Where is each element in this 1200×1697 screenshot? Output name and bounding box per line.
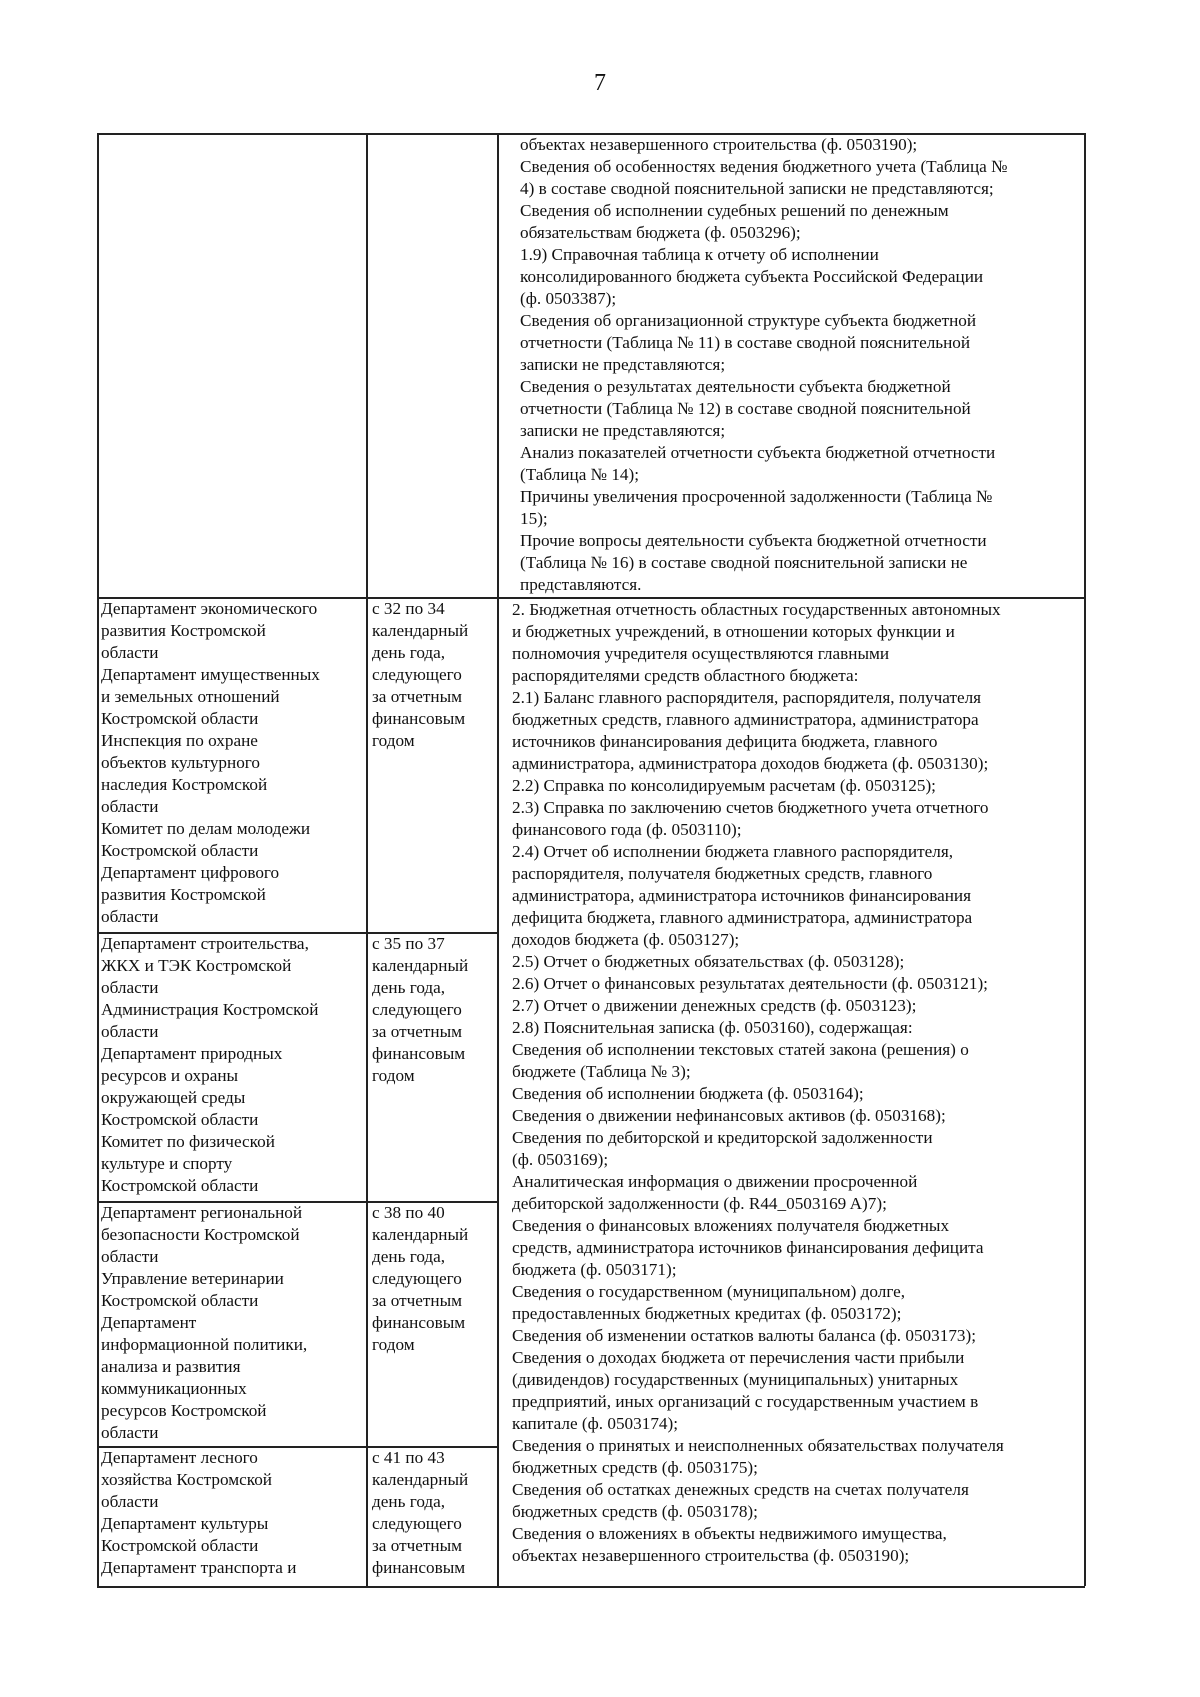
department-line: Департамент транспорта и xyxy=(101,1558,297,1577)
deadline-line: следующего xyxy=(372,1514,462,1533)
deadline-line: годом xyxy=(372,1335,415,1354)
text-line: администратора, администратора источников финансирования xyxy=(512,886,972,905)
text-line: предприятий, иных организаций с государственным участием в xyxy=(512,1392,979,1411)
department-line: Инспекция по охране xyxy=(101,731,258,750)
deadline-line: день года, xyxy=(372,1247,446,1266)
text-line: записки не представляются; xyxy=(520,355,726,374)
department-line: Департамент строительства, xyxy=(101,934,309,953)
department-cell xyxy=(101,933,351,1197)
deadline-line: с 38 по 40 xyxy=(372,1203,445,1222)
text-line: средств, администратора источников финансирования дефицита xyxy=(512,1238,984,1257)
text-line: Сведения об организационной структуре субъекта бюджетной xyxy=(520,311,977,330)
department-line: области xyxy=(101,643,159,662)
department-line: анализа и развития xyxy=(101,1357,241,1376)
department-line: Департамент природных xyxy=(101,1044,283,1063)
text-line: 2.2) Справка по консолидируемым расчетам (ф. 0503125); xyxy=(512,776,936,795)
department-line: коммуникационных xyxy=(101,1379,247,1398)
department-line: развития Костромской xyxy=(101,621,266,640)
text-line: (дивидендов) государственных (муниципальных) унитарных xyxy=(512,1370,959,1389)
text-line: администратора, администратора доходов бюджета (ф. 0503130); xyxy=(512,754,989,773)
text-line: объектах незавершенного строительства (ф. 0503190); xyxy=(512,1546,910,1565)
department-line: наследия Костромской xyxy=(101,775,268,794)
text-line: Сведения о принятых и неисполненных обязательствах получателя xyxy=(512,1436,1004,1455)
department-line: объектов культурного xyxy=(101,753,261,772)
table-left-border xyxy=(97,133,99,1586)
text-line: (Таблица № 14); xyxy=(520,465,640,484)
deadline-line: за отчетным xyxy=(372,1536,462,1555)
text-line: Прочие вопросы деятельности субъекта бюджетной отчетности xyxy=(520,531,987,550)
deadline-line: следующего xyxy=(372,665,462,684)
deadline-line: следующего xyxy=(372,1269,462,1288)
text-line: 2.8) Пояснительная записка (ф. 0503160), содержащая: xyxy=(512,1018,913,1037)
department-line: ресурсов Костромской xyxy=(101,1401,267,1420)
department-line: ЖКХ и ТЭК Костромской xyxy=(101,956,292,975)
report-contents-cell xyxy=(512,599,1112,1567)
text-line: финансового года (ф. 0503110); xyxy=(512,820,742,839)
column-divider-2 xyxy=(497,133,499,1586)
deadline-line: календарный xyxy=(372,1470,469,1489)
department-line: области xyxy=(101,797,159,816)
text-line: Аналитическая информация о движении просроченной xyxy=(512,1172,918,1191)
deadline-cell xyxy=(372,598,502,752)
department-line: безопасности Костромской xyxy=(101,1225,300,1244)
text-line: Сведения об исполнении текстовых статей закона (решения) о xyxy=(512,1040,969,1059)
text-line: Сведения о движении нефинансовых активов (ф. 0503168); xyxy=(512,1106,946,1125)
text-line: капитале (ф. 0503174); xyxy=(512,1414,679,1433)
text-line: Сведения об остатках денежных средств на счетах получателя xyxy=(512,1480,969,1499)
department-line: Костромской области xyxy=(101,709,259,728)
text-line: распорядителя, получателя бюджетных средств, главного xyxy=(512,864,933,883)
department-line: Департамент цифрового xyxy=(101,863,280,882)
text-line: объектах незавершенного строительства (ф. 0503190); xyxy=(520,135,918,154)
text-line: 2.4) Отчет об исполнении бюджета главного распорядителя, xyxy=(512,842,954,861)
deadline-line: финансовым xyxy=(372,1044,466,1063)
deadline-line: за отчетным xyxy=(372,1022,462,1041)
text-line: консолидированного бюджета субъекта Российской Федерации xyxy=(520,267,984,286)
text-line: 4) в составе сводной пояснительной записки не представляются; xyxy=(520,179,994,198)
department-line: области xyxy=(101,1247,159,1266)
text-line: 2.1) Баланс главного распорядителя, распорядителя, получателя xyxy=(512,688,982,707)
text-line: 2.6) Отчет о финансовых результатах деятельности (ф. 0503121); xyxy=(512,974,988,993)
department-line: Костромской области xyxy=(101,1176,259,1195)
text-line: доходов бюджета (ф. 0503127); xyxy=(512,930,740,949)
text-line: (ф. 0503169); xyxy=(512,1150,609,1169)
text-line: 2. Бюджетная отчетность областных государственных автономных xyxy=(512,600,1001,619)
department-line: Департамент региональной xyxy=(101,1203,303,1222)
text-line: Сведения об исполнении бюджета (ф. 0503164); xyxy=(512,1084,864,1103)
text-line: Сведения по дебиторской и кредиторской задолженности xyxy=(512,1128,933,1147)
department-line: культуре и спорту xyxy=(101,1154,233,1173)
text-line: и бюджетных учреждений, в отношении которых функции и xyxy=(512,622,955,641)
deadline-line: с 32 по 34 xyxy=(372,599,445,618)
text-line: Сведения о доходах бюджета от перечисления части прибыли xyxy=(512,1348,965,1367)
text-line: Сведения о финансовых вложениях получателя бюджетных xyxy=(512,1216,950,1235)
department-line: Комитет по делам молодежи xyxy=(101,819,311,838)
text-line: предоставленных бюджетных кредитах (ф. 0503172); xyxy=(512,1304,902,1323)
department-line: Департамент экономического xyxy=(101,599,318,618)
text-line: 2.3) Справка по заключению счетов бюджетного учета отчетного xyxy=(512,798,989,817)
department-line: Департамент имущественных xyxy=(101,665,320,684)
department-line: Управление ветеринарии xyxy=(101,1269,284,1288)
top-right-cell xyxy=(520,134,1120,596)
department-line: развития Костромской xyxy=(101,885,266,904)
text-line: 1.9) Справочная таблица к отчету об исполнении xyxy=(520,245,879,264)
deadline-cell xyxy=(372,933,502,1087)
text-line: Сведения об исполнении судебных решений по денежным xyxy=(520,201,949,220)
text-line: бюджетных средств (ф. 0503175); xyxy=(512,1458,758,1477)
text-line: Сведения о государственном (муниципальном) долге, xyxy=(512,1282,906,1301)
text-line: Причины увеличения просроченной задолженности (Таблица № xyxy=(520,487,993,506)
text-line: отчетности (Таблица № 11) в составе сводной пояснительной xyxy=(520,333,971,352)
department-line: ресурсов и охраны xyxy=(101,1066,239,1085)
department-line: Костромской области xyxy=(101,1291,259,1310)
department-line: информационной политики, xyxy=(101,1335,308,1354)
deadline-line: финансовым xyxy=(372,1558,466,1577)
text-line: (Таблица № 16) в составе сводной пояснительной записки не xyxy=(520,553,968,572)
department-cell xyxy=(101,1447,351,1579)
deadline-line: следующего xyxy=(372,1000,462,1019)
text-line: бюджета (ф. 0503171); xyxy=(512,1260,677,1279)
text-line: обязательствам бюджета (ф. 0503296); xyxy=(520,223,801,242)
department-cell xyxy=(101,1202,351,1444)
text-line: Сведения об изменении остатков валюты баланса (ф. 0503173); xyxy=(512,1326,977,1345)
text-line: бюджетных средств, главного администратора, администратора xyxy=(512,710,979,729)
department-line: Администрация Костромской xyxy=(101,1000,319,1019)
text-line: дебиторской задолженности (ф. R44_0503169 A)7); xyxy=(512,1194,887,1213)
column-divider-1 xyxy=(366,133,368,1586)
deadline-line: годом xyxy=(372,1066,415,1085)
department-line: области xyxy=(101,907,159,926)
department-cell xyxy=(101,598,351,928)
department-line: Комитет по физической xyxy=(101,1132,275,1151)
department-line: и земельных отношений xyxy=(101,687,280,706)
department-line: Департамент xyxy=(101,1313,197,1332)
department-line: Департамент лесного xyxy=(101,1448,258,1467)
page-number: 7 xyxy=(594,70,606,96)
department-line: области xyxy=(101,1492,159,1511)
text-line: источников финансирования дефицита бюджета, главного xyxy=(512,732,938,751)
text-line: представляются. xyxy=(520,575,642,594)
deadline-line: календарный xyxy=(372,621,469,640)
deadline-line: финансовым xyxy=(372,1313,466,1332)
department-line: Костромской области xyxy=(101,1536,259,1555)
department-line: Костромской области xyxy=(101,1110,259,1129)
text-line: 15); xyxy=(520,509,548,528)
text-line: записки не представляются; xyxy=(520,421,726,440)
deadline-line: с 35 по 37 xyxy=(372,934,445,953)
department-line: области xyxy=(101,1022,159,1041)
deadline-cell xyxy=(372,1202,502,1356)
deadline-line: годом xyxy=(372,731,415,750)
deadline-line: за отчетным xyxy=(372,687,462,706)
department-line: области xyxy=(101,1423,159,1442)
text-line: дефицита бюджета, главного администратора, администратора xyxy=(512,908,973,927)
text-line: 2.5) Отчет о бюджетных обязательствах (ф. 0503128); xyxy=(512,952,905,971)
deadline-line: день года, xyxy=(372,978,446,997)
deadline-line: день года, xyxy=(372,643,446,662)
text-line: распорядителями средств областного бюджета: xyxy=(512,666,859,685)
text-line: Сведения о результатах деятельности субъекта бюджетной xyxy=(520,377,951,396)
text-line: Сведения о вложениях в объекты недвижимого имущества, xyxy=(512,1524,947,1543)
deadline-line: календарный xyxy=(372,956,469,975)
text-line: 2.7) Отчет о движении денежных средств (ф. 0503123); xyxy=(512,996,917,1015)
deadline-line: финансовым xyxy=(372,709,466,728)
text-line: Анализ показателей отчетности субъекта бюджетной отчетности xyxy=(520,443,996,462)
text-line: бюджете (Таблица № 3); xyxy=(512,1062,691,1081)
department-line: Департамент культуры xyxy=(101,1514,269,1533)
text-line: бюджетных средств (ф. 0503178); xyxy=(512,1502,758,1521)
text-line: полномочия учредителя осуществляются главными xyxy=(512,644,890,663)
table-bottom-border xyxy=(97,1586,1085,1588)
deadline-line: календарный xyxy=(372,1225,469,1244)
department-line: окружающей среды xyxy=(101,1088,246,1107)
text-line: отчетности (Таблица № 12) в составе сводной пояснительной xyxy=(520,399,971,418)
text-line: (ф. 0503387); xyxy=(520,289,617,308)
text-line: Сведения об особенностях ведения бюджетного учета (Таблица № xyxy=(520,157,1008,176)
department-line: области xyxy=(101,978,159,997)
deadline-line: день года, xyxy=(372,1492,446,1511)
deadline-line: с 41 по 43 xyxy=(372,1448,445,1467)
deadline-cell xyxy=(372,1447,502,1579)
deadline-line: за отчетным xyxy=(372,1291,462,1310)
department-line: Костромской области xyxy=(101,841,259,860)
department-line: хозяйства Костромской xyxy=(101,1470,272,1489)
